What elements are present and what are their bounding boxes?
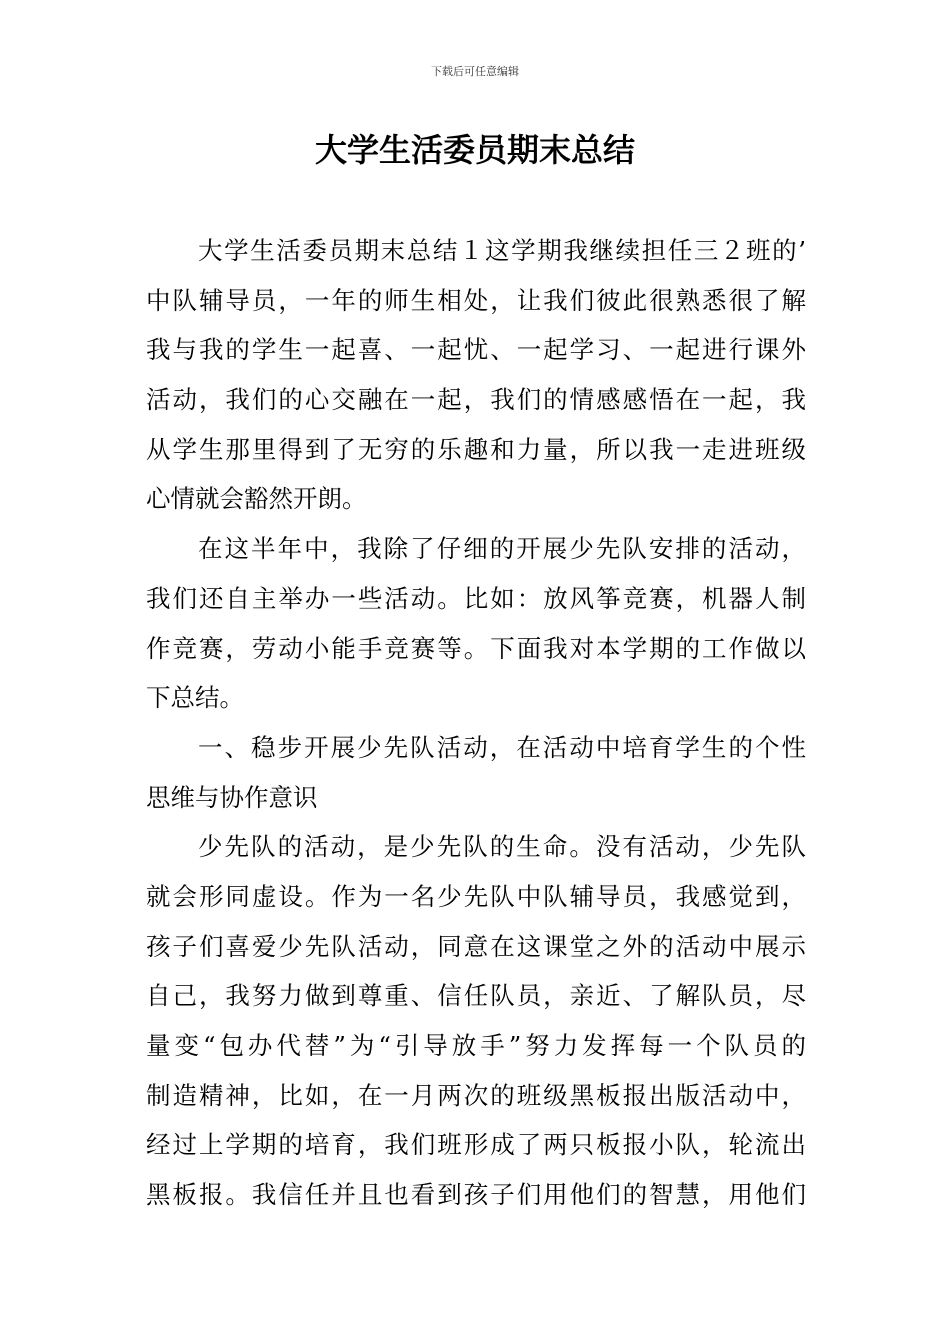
document-title: 大学生活委员期末总结 (314, 131, 635, 169)
body-line: 自己，我努力做到尊重、信任队员，亲近、了解队员，尽 (146, 981, 806, 1011)
body-line: 就会形同虚设。作为一名少先队中队辅导员，我感觉到， (146, 881, 806, 911)
body-line: 从学生那里得到了无穷的乐趣和力量，所以我一走进班级 (146, 434, 806, 464)
body-line: 活动，我们的心交融在一起，我们的情感感悟在一起，我 (146, 385, 806, 415)
body-line: 作竞赛，劳动小能手竞赛等。下面我对本学期的工作做以 (146, 633, 806, 663)
body-line: 大学生活委员期末总结１这学期我继续担任三２班的’ (198, 236, 806, 265)
body-line: 心情就会豁然开朗。 (146, 484, 367, 514)
body-line: 经过上学期的培育，我们班形成了两只板报小队，轮流出 (146, 1130, 806, 1160)
section-heading-line: 一、稳步开展少先队活动，在活动中培育学生的个性 (198, 732, 806, 762)
body-line: 少先队的活动，是少先队的生命。没有活动，少先队 (198, 832, 806, 862)
body-line: 下总结。 (146, 683, 244, 713)
body-line: 在这半年中，我除了仔细的开展少先队安排的活动， (198, 534, 806, 564)
document-body (146, 226, 806, 1220)
section-heading-line: 思维与协作意识 (146, 782, 318, 812)
page-header-note: 下载后可任意编辑 (431, 65, 519, 78)
body-line: 我与我的学生一起喜、一起忧、一起学习、一起进行课外 (146, 335, 806, 365)
body-line: 黑板报。我信任并且也看到孩子们用他们的智慧，用他们 (146, 1180, 806, 1210)
body-line: 我们还自主举办一些活动。比如：放风筝竞赛，机器人制 (146, 583, 806, 613)
body-line: 量变“包办代替”为“引导放手”努力发挥每一个队员的 (146, 1031, 806, 1060)
body-line: 中队辅导员，一年的师生相处，让我们彼此很熟悉很了解 (146, 285, 806, 315)
body-line: 制造精神，比如，在一月两次的班级黑板报出版活动中， (146, 1080, 806, 1110)
body-line: 孩子们喜爱少先队活动，同意在这课堂之外的活动中展示 (146, 931, 806, 961)
